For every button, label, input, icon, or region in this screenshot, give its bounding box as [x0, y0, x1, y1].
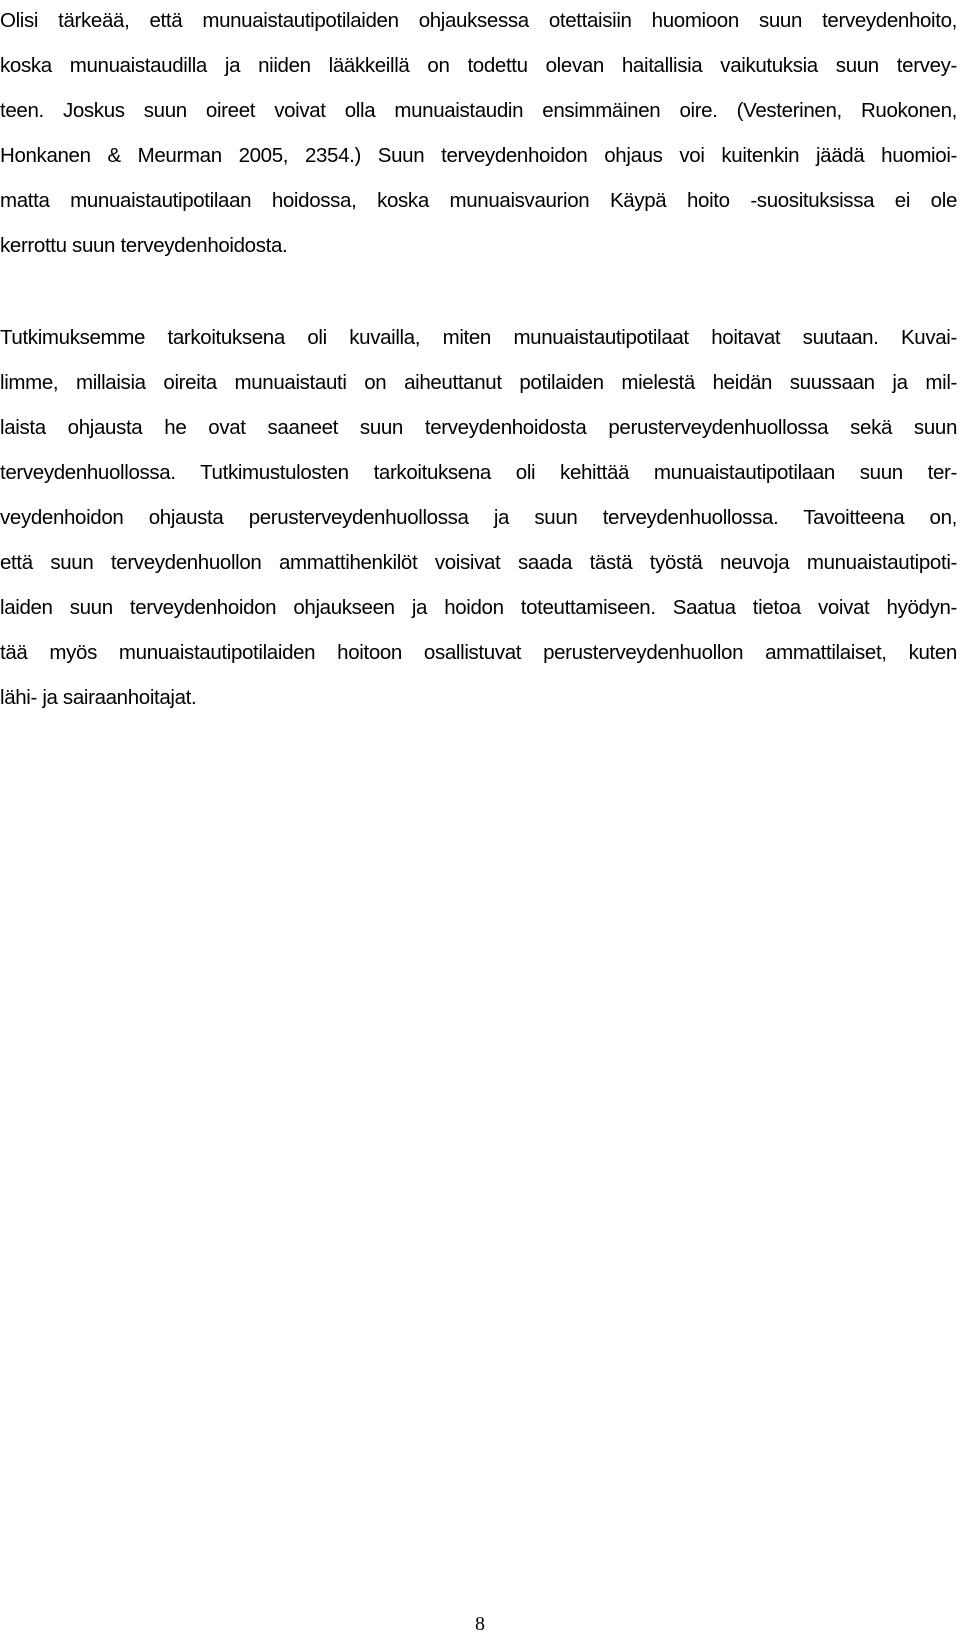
- page-number: 8: [475, 1613, 485, 1635]
- text-line: limme, millaisia oireita munuaistauti on aiheuttanut potilaiden mielestä heidän suussaan ja mil-: [0, 371, 957, 394]
- text-line: koska munuaistaudilla ja niiden lääkkeillä on todettu olevan haitallisia vaikutuksia suun tervey-: [0, 54, 957, 77]
- text-line: Tutkimuksemme tarkoituksena oli kuvailla, miten munuaistautipotilaat hoitavat suutaan. Kuvai-: [0, 326, 957, 349]
- text-line: laiden suun terveydenhoidon ohjaukseen ja hoidon toteuttamiseen. Saatua tietoa voivat hyödyn-: [0, 596, 957, 619]
- text-line: Honkanen & Meurman 2005, 2354.) Suun terveydenhoidon ohjaus voi kuitenkin jäädä huomioi-: [0, 144, 957, 167]
- text-line: että suun terveydenhuollon ammattihenkilöt voisivat saada tästä työstä neuvoja munuaistautipoti-: [0, 551, 957, 574]
- paragraph-oral-health-guidance: [0, 0, 960, 268]
- text-line: laista ohjausta he ovat saaneet suun terveydenhoidosta perusterveydenhuollossa sekä suun: [0, 416, 957, 439]
- text-line: matta munuaistautipotilaan hoidossa, koska munuaisvaurion Käypä hoito -suosituksissa ei ole: [0, 189, 957, 212]
- paragraph-research-purpose: [0, 315, 960, 720]
- text-line: terveydenhuollossa. Tutkimustulosten tarkoituksena oli kehittää munuaistautipotilaan suun ter-: [0, 461, 957, 484]
- text-line: teen. Joskus suun oireet voivat olla munuaistaudin ensimmäinen oire. (Vesterinen, Ruokonen,: [0, 99, 957, 122]
- text-line: kerrottu suun terveydenhoidosta.: [0, 234, 288, 257]
- text-line: tää myös munuaistautipotilaiden hoitoon osallistuvat perusterveydenhuollon ammattilaiset, kuten: [0, 641, 957, 664]
- text-line: Olisi tärkeää, että munuaistautipotilaiden ohjauksessa otettaisiin huomioon suun terveydenhoito,: [0, 9, 957, 32]
- text-line: veydenhoidon ohjausta perusterveydenhuollossa ja suun terveydenhuollossa. Tavoitteena on,: [0, 506, 957, 529]
- text-line: lähi- ja sairaanhoitajat.: [0, 686, 197, 709]
